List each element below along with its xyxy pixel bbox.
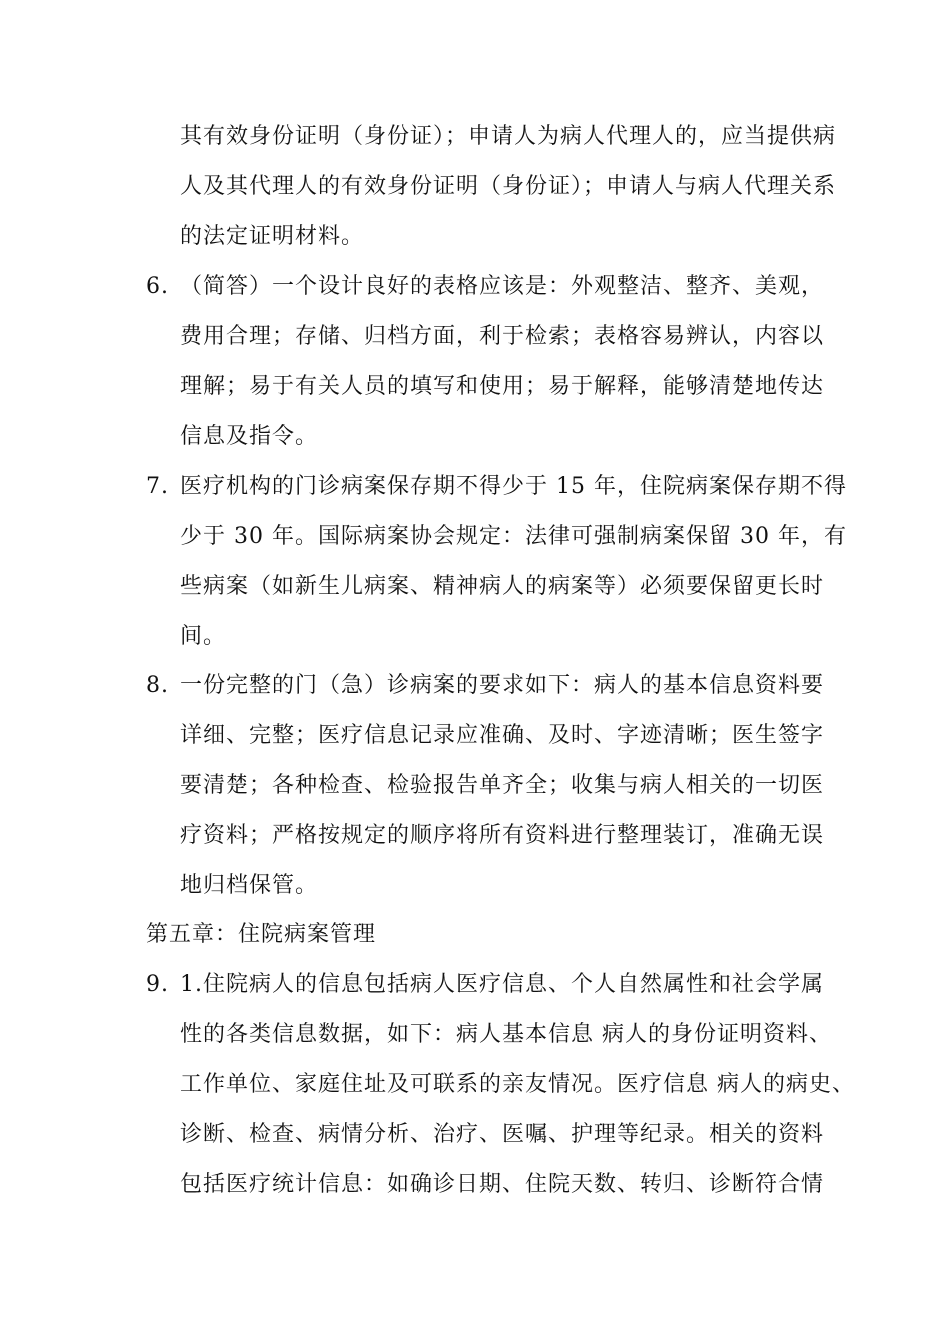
paragraph-line: 的法定证明材料。 (180, 224, 365, 249)
item-line: 一份完整的门（急）诊病案的要求如下：病人的基本信息资料要 (180, 673, 825, 698)
item-line: 要清楚；各种检查、检验报告单齐全；收集与病人相关的一切医 (180, 773, 825, 798)
item-line: 理解；易于有关人员的填写和使用；易于解释，能够清楚地传达 (180, 374, 825, 399)
item-line: 些病案（如新生儿病案、精神病人的病案等）必须要保留更长时 (180, 574, 825, 599)
item-line: 疗资料；严格按规定的顺序将所有资料进行整理装订，准确无误 (180, 823, 825, 848)
paragraph-line: 其有效身份证明（身份证）；申请人为病人代理人的，应当提供病 (180, 124, 837, 149)
item-line: 包括医疗统计信息：如确诊日期、住院天数、转归、诊断符合情 (180, 1172, 825, 1197)
item-line: 费用合理；存储、归档方面，利于检索；表格容易辨认，内容以 (180, 324, 825, 349)
item-line: 少于 30 年。国际病案协会规定：法律可强制病案保留 30 年，有 (180, 524, 847, 549)
chapter-heading: 第五章：住院病案管理 (146, 922, 377, 947)
item-number: 7. (146, 474, 169, 499)
item-line: 1.住院病人的信息包括病人医疗信息、个人自然属性和社会学属 (180, 972, 824, 997)
item-line: 诊断、检查、病情分析、治疗、医嘱、护理等纪录。相关的资料 (180, 1122, 825, 1147)
item-line: （简答）一个设计良好的表格应该是：外观整洁、整齐、美观， (180, 274, 825, 299)
item-line: 地归档保管。 (180, 873, 319, 898)
item-line: 工作单位、家庭住址及可联系的亲友情况。医疗信息 病人的病史、 (180, 1072, 855, 1097)
item-line: 间。 (180, 624, 227, 649)
item-line: 信息及指令。 (180, 424, 319, 449)
item-line: 医疗机构的门诊病案保存期不得少于 15 年，住院病案保存期不得 (180, 474, 847, 499)
item-line: 性的各类信息数据，如下：病人基本信息 病人的身份证明资料、 (180, 1022, 832, 1047)
item-number: 6. (146, 274, 169, 299)
item-number: 9. (146, 972, 169, 997)
item-number: 8. (146, 673, 169, 698)
item-line: 详细、完整；医疗信息记录应准确、及时、字迹清晰；医生签字 (180, 723, 825, 748)
paragraph-line: 人及其代理人的有效身份证明（身份证）；申请人与病人代理关系 (180, 174, 837, 199)
